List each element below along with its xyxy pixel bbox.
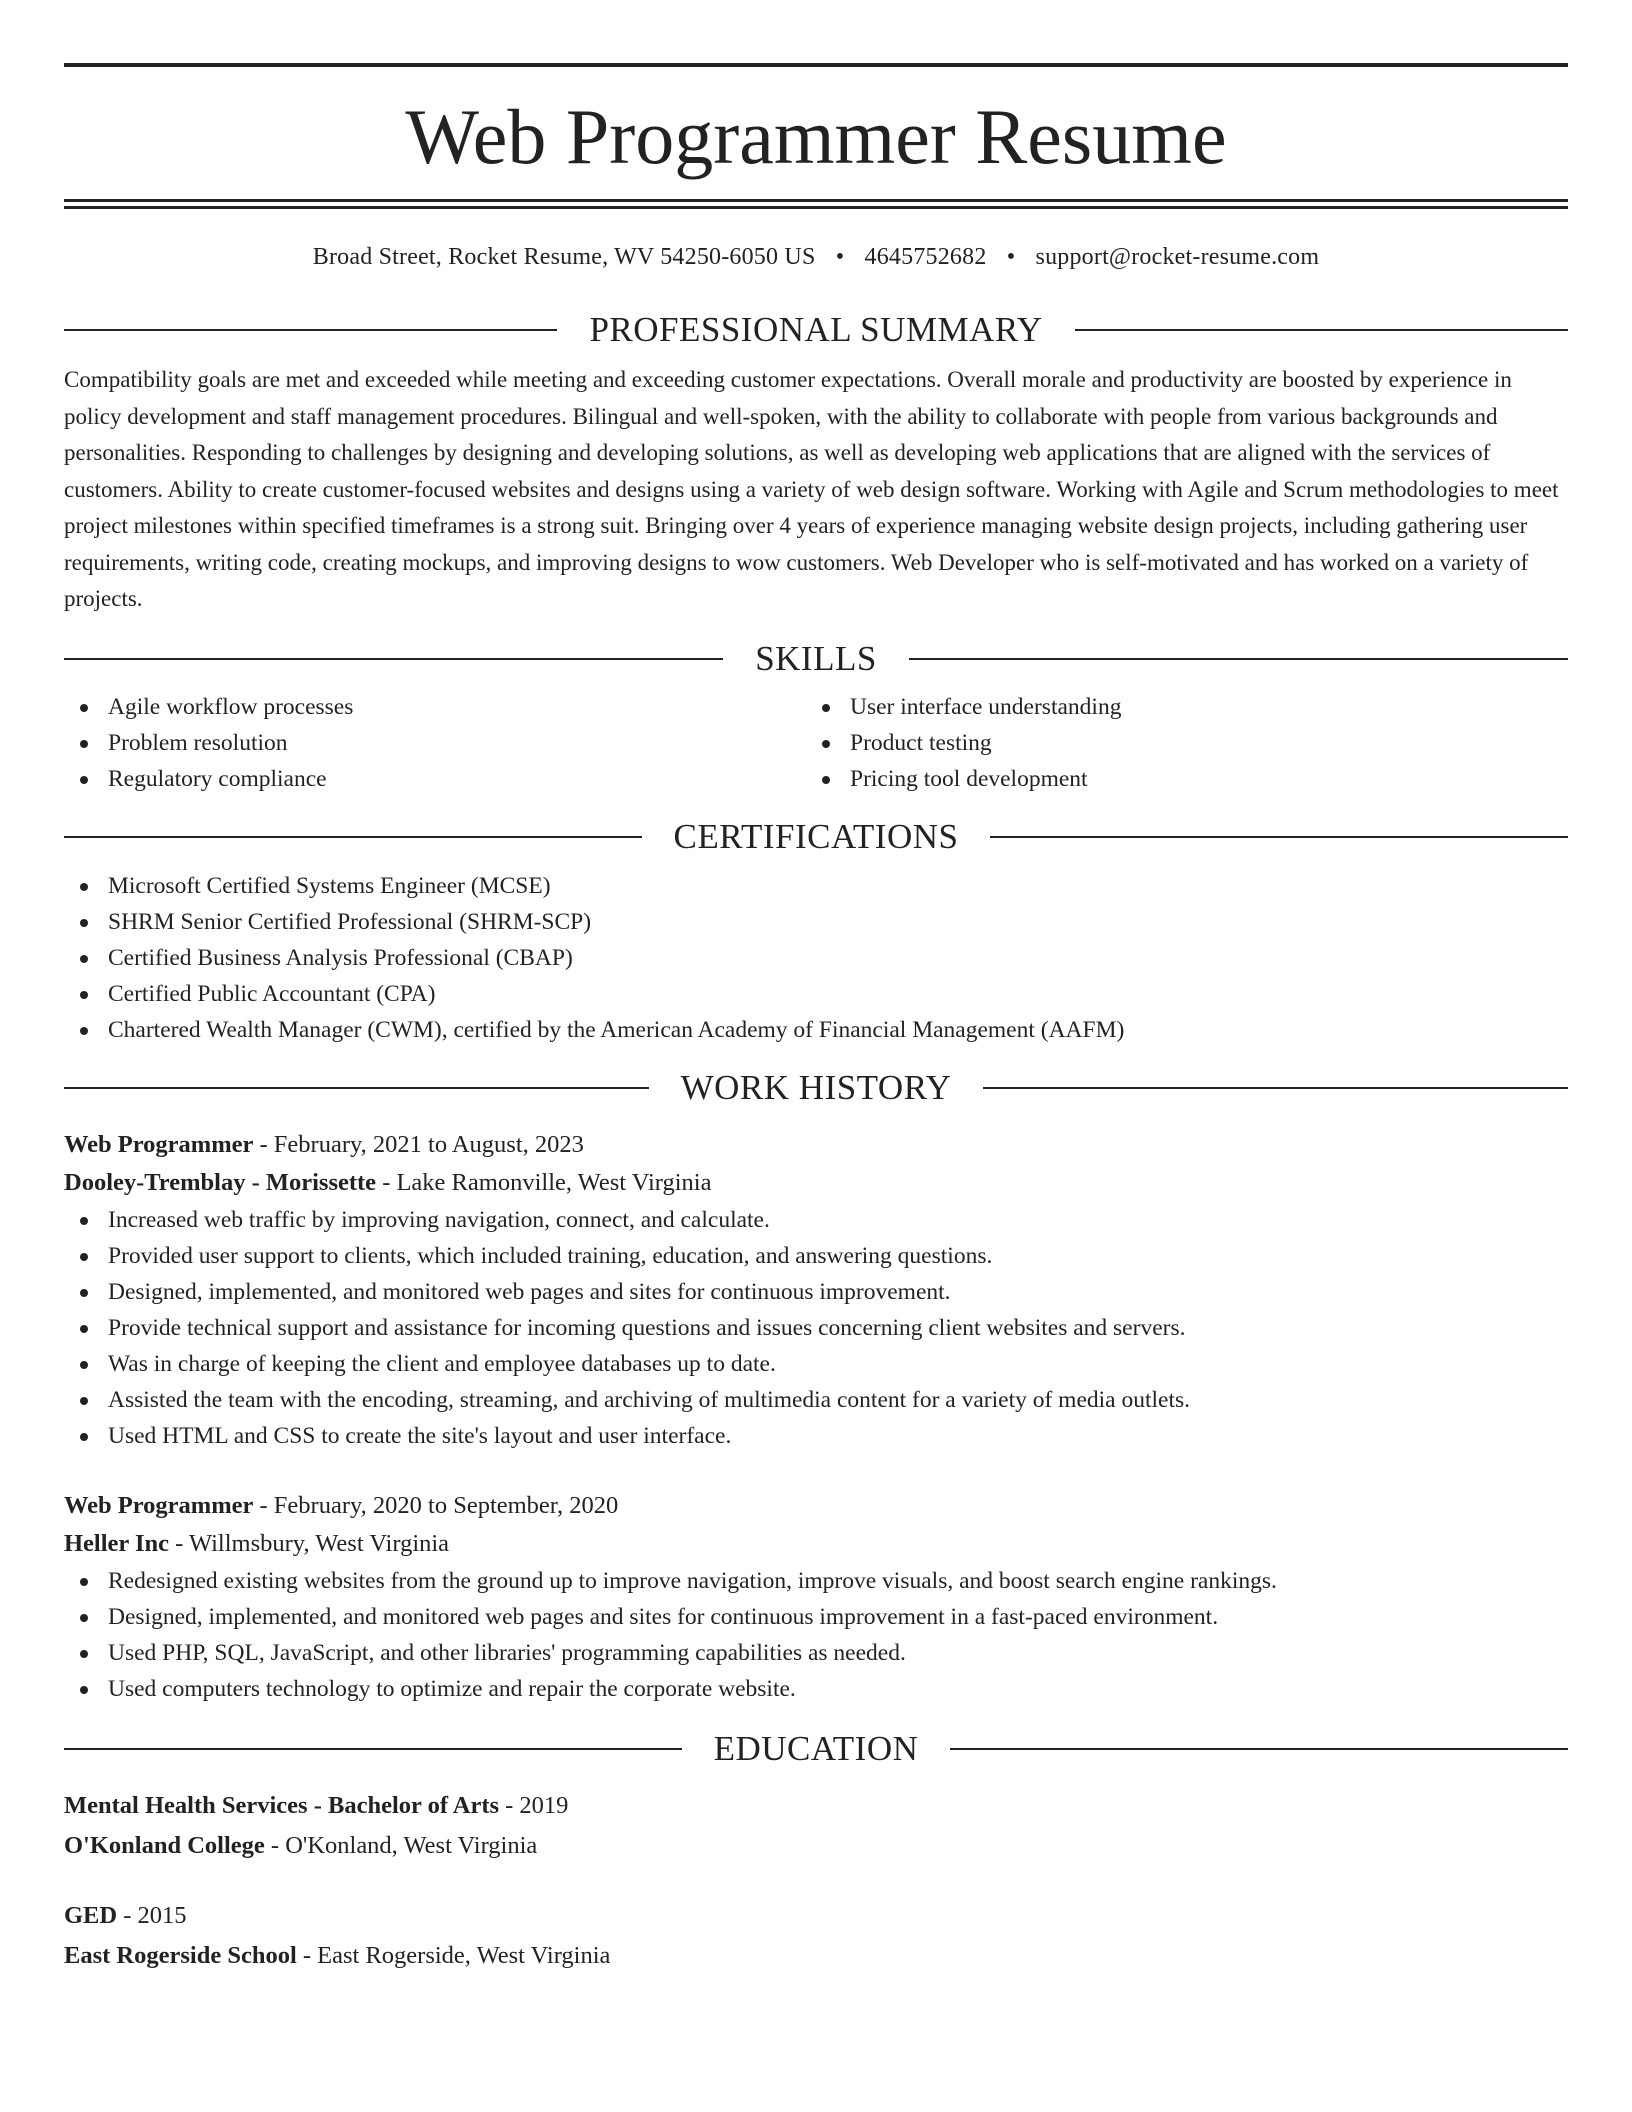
heading-rule: [909, 658, 1568, 660]
job-title: Web Programmer: [64, 1491, 254, 1519]
section-heading-skills: [64, 639, 1568, 679]
education-school: East Rogerside School: [64, 1941, 297, 1969]
education-entry: [64, 1896, 1568, 1976]
skill-item: User interface understanding: [806, 689, 1548, 725]
job-dates: - February, 2021 to August, 2023: [259, 1130, 584, 1158]
job-duty-item: Used computers technology to optimize and repair the corporate website.: [64, 1671, 1568, 1707]
heading-rule: [64, 836, 642, 838]
section-title: WORK HISTORY: [680, 1067, 952, 1107]
skill-item: Product testing: [806, 725, 1548, 761]
education-location: - O'Konland, West Virginia: [270, 1831, 538, 1859]
resume-page: [64, 0, 1568, 1976]
skill-item: Problem resolution: [64, 725, 806, 761]
contact-email[interactable]: support@rocket-resume.com: [1035, 244, 1320, 270]
summary-paragraph: Compatibility goals are met and exceeded while meeting and exceeding customer expectations. Overall morale and productivity are boosted by experience in policy development and staff management procedures. Bilingual and well-spoken, with the ability to collaborate with people from various backgrounds and personalities. Responding to challenges by designing and developing solutions, as well as developing web applications that are aligned with the services of customers. Ability to create customer-focused websites and designs using a variety of web design software. Working with Agile and Scrum methodologies to meet project milestones within specified timeframes is a strong suit. Bringing over 4 years of experience managing website design projects, including gathering user requirements, writing code, creating mockups, and improving designs to wow customers. Web Developer who is self-motivated and has worked on a variety of projects.: [64, 367, 1559, 611]
education-degree: Mental Health Services - Bachelor of Arts: [64, 1791, 500, 1819]
education-degree: GED: [64, 1901, 118, 1929]
skills-columns: [64, 689, 1568, 797]
job-duty-item: Designed, implemented, and monitored web pages and sites for continuous improvement.: [64, 1274, 1568, 1310]
education-degree-line: [64, 1896, 1568, 1936]
section-title: PROFESSIONAL SUMMARY: [589, 310, 1043, 349]
job-company-line: [64, 1525, 1568, 1563]
contact-address: Broad Street, Rocket Resume, WV 54250-6050 US: [312, 244, 816, 270]
contact-line: [64, 242, 1568, 272]
education-location: - East Rogerside, West Virginia: [302, 1941, 611, 1969]
job-company-line: [64, 1164, 1568, 1202]
section-heading-education: [64, 1729, 1568, 1769]
job-duty-item: Designed, implemented, and monitored web pages and sites for continuous improvement in a fast-paced environment.: [64, 1599, 1568, 1635]
job-duty-item: Provide technical support and assistance for incoming questions and issues concerning client websites and servers.: [64, 1310, 1568, 1346]
heading-rule: [950, 1748, 1568, 1750]
job-duty-item: Used PHP, SQL, JavaScript, and other libraries' programming capabilities as needed.: [64, 1635, 1568, 1671]
job-title-line: [64, 1126, 1568, 1164]
title-double-rule: [64, 199, 1568, 209]
job-duty-item: Redesigned existing websites from the ground up to improve navigation, improve visuals, and boost search engine rankings.: [64, 1563, 1568, 1599]
certifications-list: [64, 868, 1568, 1048]
contact-separator: •: [1006, 244, 1016, 270]
certification-item: Certified Business Analysis Professional (CBAP): [64, 940, 1568, 976]
education-school-line: [64, 1936, 1568, 1976]
top-rule: [64, 63, 1568, 67]
heading-rule: [64, 1087, 649, 1089]
heading-rule: [990, 836, 1568, 838]
job-dates: - February, 2020 to September, 2020: [259, 1491, 619, 1519]
job-duty-item: Used HTML and CSS to create the site's layout and user interface.: [64, 1418, 1568, 1454]
job-duty-item: Was in charge of keeping the client and employee databases up to date.: [64, 1346, 1568, 1382]
section-title: CERTIFICATIONS: [673, 816, 959, 856]
certification-item: Chartered Wealth Manager (CWM), certified by the American Academy of Financial Management (AAFM): [64, 1012, 1568, 1048]
skills-list-left: [64, 689, 806, 797]
job-company: Heller Inc: [64, 1529, 170, 1557]
section-heading-certifications: [64, 817, 1568, 857]
job-entry: [64, 1487, 1568, 1707]
page-title: Web Programmer Resume: [405, 93, 1227, 180]
section-heading-summary: [64, 310, 1568, 350]
certification-item: Certified Public Accountant (CPA): [64, 976, 1568, 1012]
job-title: Web Programmer: [64, 1130, 254, 1158]
section-heading-work-history: [64, 1068, 1568, 1108]
heading-rule: [983, 1087, 1568, 1089]
job-duties-list: [64, 1202, 1568, 1454]
job-entry: [64, 1126, 1568, 1454]
education-school: O'Konland College: [64, 1831, 265, 1859]
education-degree-line: [64, 1786, 1568, 1826]
skill-item: Agile workflow processes: [64, 689, 806, 725]
heading-rule: [64, 658, 723, 660]
education-year: - 2015: [123, 1901, 187, 1929]
job-location: - Willmsbury, West Virginia: [175, 1529, 450, 1557]
education-school-line: [64, 1826, 1568, 1866]
job-company: Dooley-Tremblay - Morissette: [64, 1168, 377, 1196]
heading-rule: [64, 329, 557, 331]
skill-item: Regulatory compliance: [64, 761, 806, 797]
job-duties-list: [64, 1563, 1568, 1707]
skills-list-right: [806, 689, 1548, 797]
skill-item: Pricing tool development: [806, 761, 1548, 797]
section-title: EDUCATION: [713, 1728, 919, 1768]
job-title-line: [64, 1487, 1568, 1525]
heading-rule: [64, 1748, 682, 1750]
heading-rule: [1075, 329, 1568, 331]
section-title: SKILLS: [755, 638, 877, 678]
education-year: - 2019: [505, 1791, 569, 1819]
certification-item: SHRM Senior Certified Professional (SHRM-SCP): [64, 904, 1568, 940]
contact-separator: •: [835, 244, 845, 270]
job-duty-item: Increased web traffic by improving navigation, connect, and calculate.: [64, 1202, 1568, 1238]
education-entry: [64, 1786, 1568, 1866]
certification-item: Microsoft Certified Systems Engineer (MCSE): [64, 868, 1568, 904]
contact-phone: 4645752682: [864, 244, 987, 270]
job-duty-item: Assisted the team with the encoding, streaming, and archiving of multimedia content for a variety of media outlets.: [64, 1382, 1568, 1418]
job-location: - Lake Ramonville, West Virginia: [382, 1168, 712, 1196]
job-duty-item: Provided user support to clients, which included training, education, and answering questions.: [64, 1238, 1568, 1274]
